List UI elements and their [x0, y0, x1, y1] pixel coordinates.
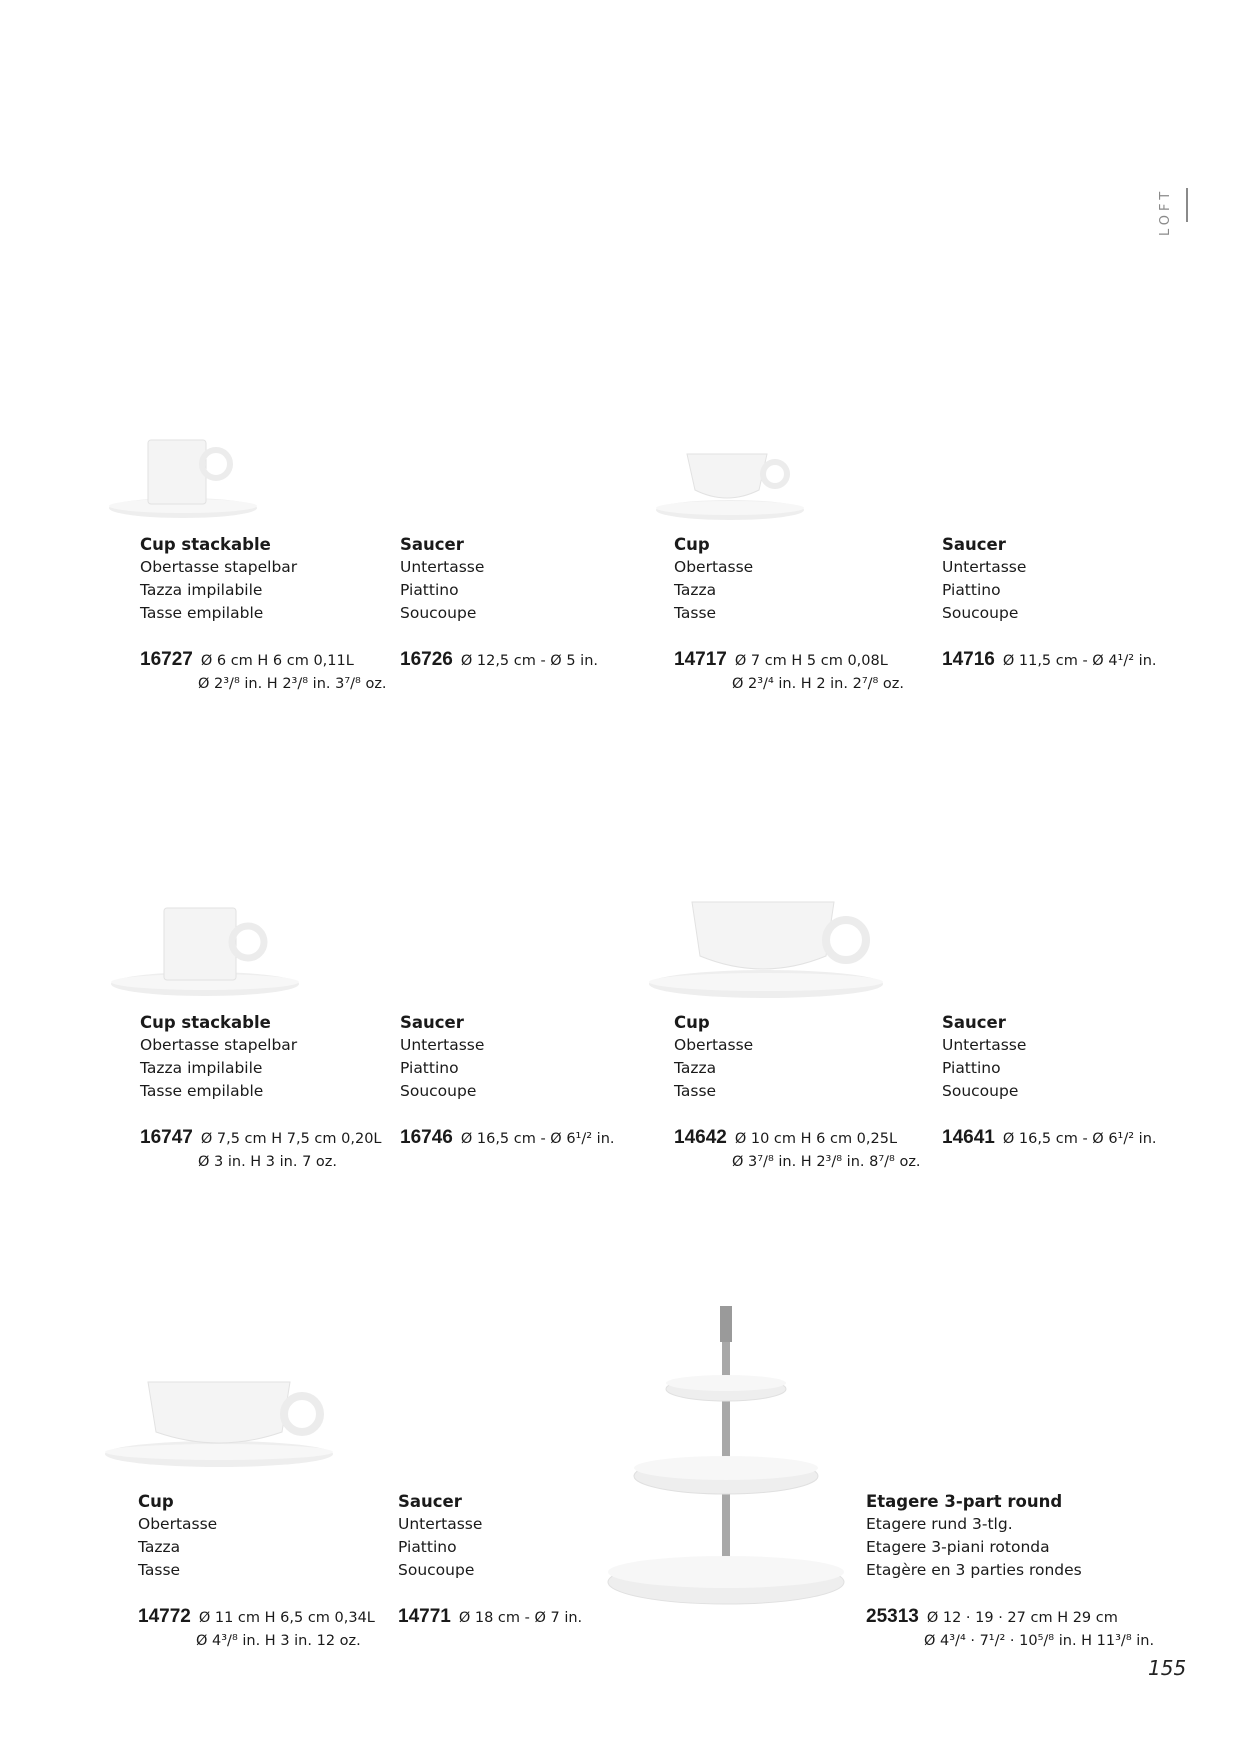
product-translation: Piattino	[398, 1538, 457, 1556]
product-translation: Soucoupe	[400, 1082, 477, 1100]
product-translation: Untertasse	[400, 1036, 485, 1054]
product-code: 14642	[674, 1127, 727, 1148]
product-text	[140, 533, 380, 625]
dimension-metric: Ø 10 cm H 6 cm 0,25L	[734, 1131, 898, 1147]
product-translation: Piattino	[942, 1059, 1001, 1077]
product-spec	[140, 1126, 382, 1174]
product-translation: Untertasse	[398, 1515, 483, 1533]
product-name: Saucer	[942, 535, 1006, 554]
product-translation: Soucoupe	[398, 1561, 475, 1579]
product-code: 14771	[398, 1606, 451, 1627]
page-number: 155	[1148, 1656, 1187, 1680]
product-spec	[400, 1126, 615, 1151]
product-translation: Tazza	[674, 581, 717, 599]
product-translation: Soucoupe	[942, 604, 1019, 622]
product-translation: Tasse empilable	[140, 1082, 264, 1100]
product-spec	[674, 1126, 921, 1174]
product-text	[400, 533, 630, 625]
product-name: Cup	[138, 1492, 174, 1511]
dimension-imperial: Ø 2³/⁴ in. H 2 in. 2⁷/⁸ oz.	[732, 676, 905, 692]
product-translation: Soucoupe	[400, 604, 477, 622]
product-translation: Obertasse	[674, 558, 754, 576]
product-translation: Untertasse	[400, 558, 485, 576]
product-code: 14641	[942, 1127, 995, 1148]
dimension-metric: Ø 12,5 cm - Ø 5 in.	[460, 653, 598, 669]
product-translation: Etagere rund 3-tlg.	[866, 1515, 1013, 1533]
product-text	[674, 1011, 914, 1103]
product-spec	[140, 648, 387, 696]
product-translation: Obertasse stapelbar	[140, 558, 298, 576]
product-spec	[138, 1605, 375, 1653]
product-name: Saucer	[398, 1492, 462, 1511]
product-spec	[866, 1605, 1154, 1653]
product-translation: Tazza	[138, 1538, 181, 1556]
product-code: 16727	[140, 649, 193, 670]
dimension-metric: Ø 11 cm H 6,5 cm 0,34L	[198, 1610, 375, 1626]
cup-small-photo	[655, 450, 805, 526]
dimension-metric: Ø 18 cm - Ø 7 in.	[458, 1610, 583, 1626]
product-code: 14772	[138, 1606, 191, 1627]
cup-stackable-small-photo	[108, 436, 258, 526]
cup-jumbo-photo	[104, 1378, 334, 1472]
cup-stackable-medium-photo	[110, 906, 300, 1002]
dimension-metric: Ø 6 cm H 6 cm 0,11L	[200, 653, 354, 669]
product-translation: Tasse	[138, 1561, 181, 1579]
product-text	[398, 1490, 628, 1582]
product-translation: Piattino	[400, 581, 459, 599]
product-code: 16747	[140, 1127, 193, 1148]
product-text	[942, 1011, 1182, 1103]
product-translation: Piattino	[942, 581, 1001, 599]
dimension-metric: Ø 12 · 19 · 27 cm H 29 cm	[926, 1610, 1118, 1626]
product-text	[140, 1011, 380, 1103]
product-text	[942, 533, 1182, 625]
product-name: Cup stackable	[140, 1013, 271, 1032]
dimension-imperial: Ø 3 in. H 3 in. 7 oz.	[198, 1154, 338, 1170]
dimension-metric: Ø 16,5 cm - Ø 6¹/² in.	[460, 1131, 615, 1147]
dimension-metric: Ø 16,5 cm - Ø 6¹/² in.	[1002, 1131, 1157, 1147]
product-name: Cup	[674, 535, 710, 554]
product-translation: Tasse	[674, 604, 717, 622]
dimension-imperial: Ø 4³/⁴ · 7¹/² · 10⁵/⁸ in. H 11³/⁸ in.	[924, 1633, 1155, 1649]
product-name: Saucer	[942, 1013, 1006, 1032]
product-name: Etagere 3-part round	[866, 1492, 1063, 1511]
dimension-imperial: Ø 2³/⁸ in. H 2³/⁸ in. 3⁷/⁸ oz.	[198, 676, 387, 692]
product-translation: Untertasse	[942, 558, 1027, 576]
product-name: Saucer	[400, 1013, 464, 1032]
product-code: 14716	[942, 649, 995, 670]
product-text	[674, 533, 914, 625]
product-translation: Untertasse	[942, 1036, 1027, 1054]
product-spec	[398, 1605, 582, 1630]
etagere-3-tier-photo	[606, 1306, 846, 1606]
product-translation: Tazza	[674, 1059, 717, 1077]
product-translation: Tazza impilabile	[140, 581, 263, 599]
product-translation: Piattino	[400, 1059, 459, 1077]
dimension-metric: Ø 11,5 cm - Ø 4¹/² in.	[1002, 653, 1157, 669]
product-translation: Obertasse	[674, 1036, 754, 1054]
product-code: 16746	[400, 1127, 453, 1148]
product-translation: Obertasse stapelbar	[140, 1036, 298, 1054]
product-code: 14717	[674, 649, 727, 670]
product-spec	[400, 648, 598, 673]
cup-large-photo	[648, 898, 884, 1002]
product-spec	[674, 648, 904, 696]
product-code: 25313	[866, 1606, 919, 1627]
product-translation: Obertasse	[138, 1515, 218, 1533]
product-name: Cup stackable	[140, 535, 271, 554]
product-name: Saucer	[400, 535, 464, 554]
product-translation: Tasse empilable	[140, 604, 264, 622]
product-translation: Tasse	[674, 1082, 717, 1100]
product-spec	[942, 648, 1157, 673]
product-translation: Etagere 3-piani rotonda	[866, 1538, 1050, 1556]
product-code: 16726	[400, 649, 453, 670]
side-tab-rule	[1186, 188, 1188, 222]
product-translation: Tazza impilabile	[140, 1059, 263, 1077]
dimension-metric: Ø 7 cm H 5 cm 0,08L	[734, 653, 888, 669]
product-translation: Etagère en 3 parties rondes	[866, 1561, 1082, 1579]
dimension-metric: Ø 7,5 cm H 7,5 cm 0,20L	[200, 1131, 382, 1147]
dimension-imperial: Ø 4³/⁸ in. H 3 in. 12 oz.	[196, 1633, 361, 1649]
product-text	[400, 1011, 630, 1103]
product-text	[138, 1490, 378, 1582]
product-text	[866, 1490, 1166, 1582]
product-spec	[942, 1126, 1157, 1151]
product-translation: Soucoupe	[942, 1082, 1019, 1100]
product-name: Cup	[674, 1013, 710, 1032]
dimension-imperial: Ø 3⁷/⁸ in. H 2³/⁸ in. 8⁷/⁸ oz.	[732, 1154, 921, 1170]
